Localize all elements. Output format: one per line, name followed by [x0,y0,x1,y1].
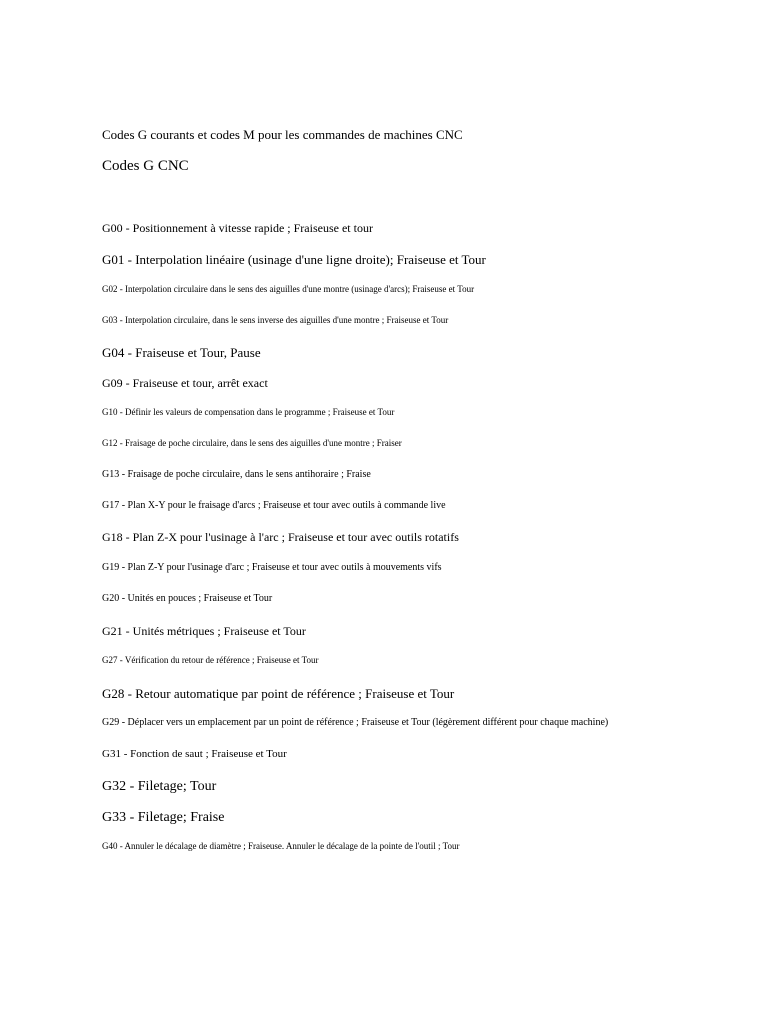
gcode-entry-g13: G13 - Fraisage de poche circulaire, dans le sens antihoraire ; Fraise [102,469,371,480]
gcode-entry-g32: G32 - Filetage; Tour [102,779,217,794]
gcode-entry-g18: G18 - Plan Z-X pour l'usinage à l'arc ; Fraiseuse et tour avec outils rotatifs [102,530,459,544]
gcode-entry-g00: G00 - Positionnement à vitesse rapide ; Fraiseuse et tour [102,221,373,235]
document-subtitle: Codes G courants et codes M pour les commandes de machines CNC [102,127,463,142]
gcode-entry-g21: G21 - Unités métriques ; Fraiseuse et Tour [102,624,306,638]
gcode-entry-g20: G20 - Unités en pouces ; Fraiseuse et Tour [102,593,273,604]
gcode-entry-g02: G02 - Interpolation circulaire dans le sens des aiguilles d'une montre (usinage d'arcs); Fraiseuse et Tour [102,284,475,294]
gcode-entry-g03: G03 - Interpolation circulaire, dans le sens inverse des aiguilles d'une montre ; Fraiseuse et Tour [102,315,449,325]
gcode-entry-g10: G10 - Définir les valeurs de compensation dans le programme ; Fraiseuse et Tour [102,407,395,417]
gcode-entry-g40: G40 - Annuler le décalage de diamètre ; Fraiseuse. Annuler le décalage de la pointe de l'outil ; Tour [102,841,460,851]
gcode-entry-g28: G28 - Retour automatique par point de référence ; Fraiseuse et Tour [102,686,455,701]
gcode-entry-g27: G27 - Vérification du retour de référence ; Fraiseuse et Tour [102,655,319,665]
gcode-entry-g31: G31 - Fonction de saut ; Fraiseuse et Tour [102,748,287,760]
gcode-entry-g09: G09 - Fraiseuse et tour, arrêt exact [102,376,268,390]
gcode-entry-g29: G29 - Déplacer vers un emplacement par un point de référence ; Fraiseuse et Tour (légèrement différent pour chaque machine) [102,717,609,728]
gcode-entry-g19: G19 - Plan Z-Y pour l'usinage d'arc ; Fraiseuse et tour avec outils à mouvements vifs [102,562,442,573]
document-title: Codes G CNC [102,158,189,174]
gcode-entry-g33: G33 - Filetage; Fraise [102,810,225,825]
gcode-entry-g12: G12 - Fraisage de poche circulaire, dans le sens des aiguilles d'une montre ; Fraiser [102,438,402,448]
gcode-entry-g17: G17 - Plan X-Y pour le fraisage d'arcs ; Fraiseuse et tour avec outils à commande live [102,500,446,511]
gcode-entry-g04: G04 - Fraiseuse et Tour, Pause [102,345,261,360]
gcode-entry-g01: G01 - Interpolation linéaire (usinage d'une ligne droite); Fraiseuse et Tour [102,252,486,267]
